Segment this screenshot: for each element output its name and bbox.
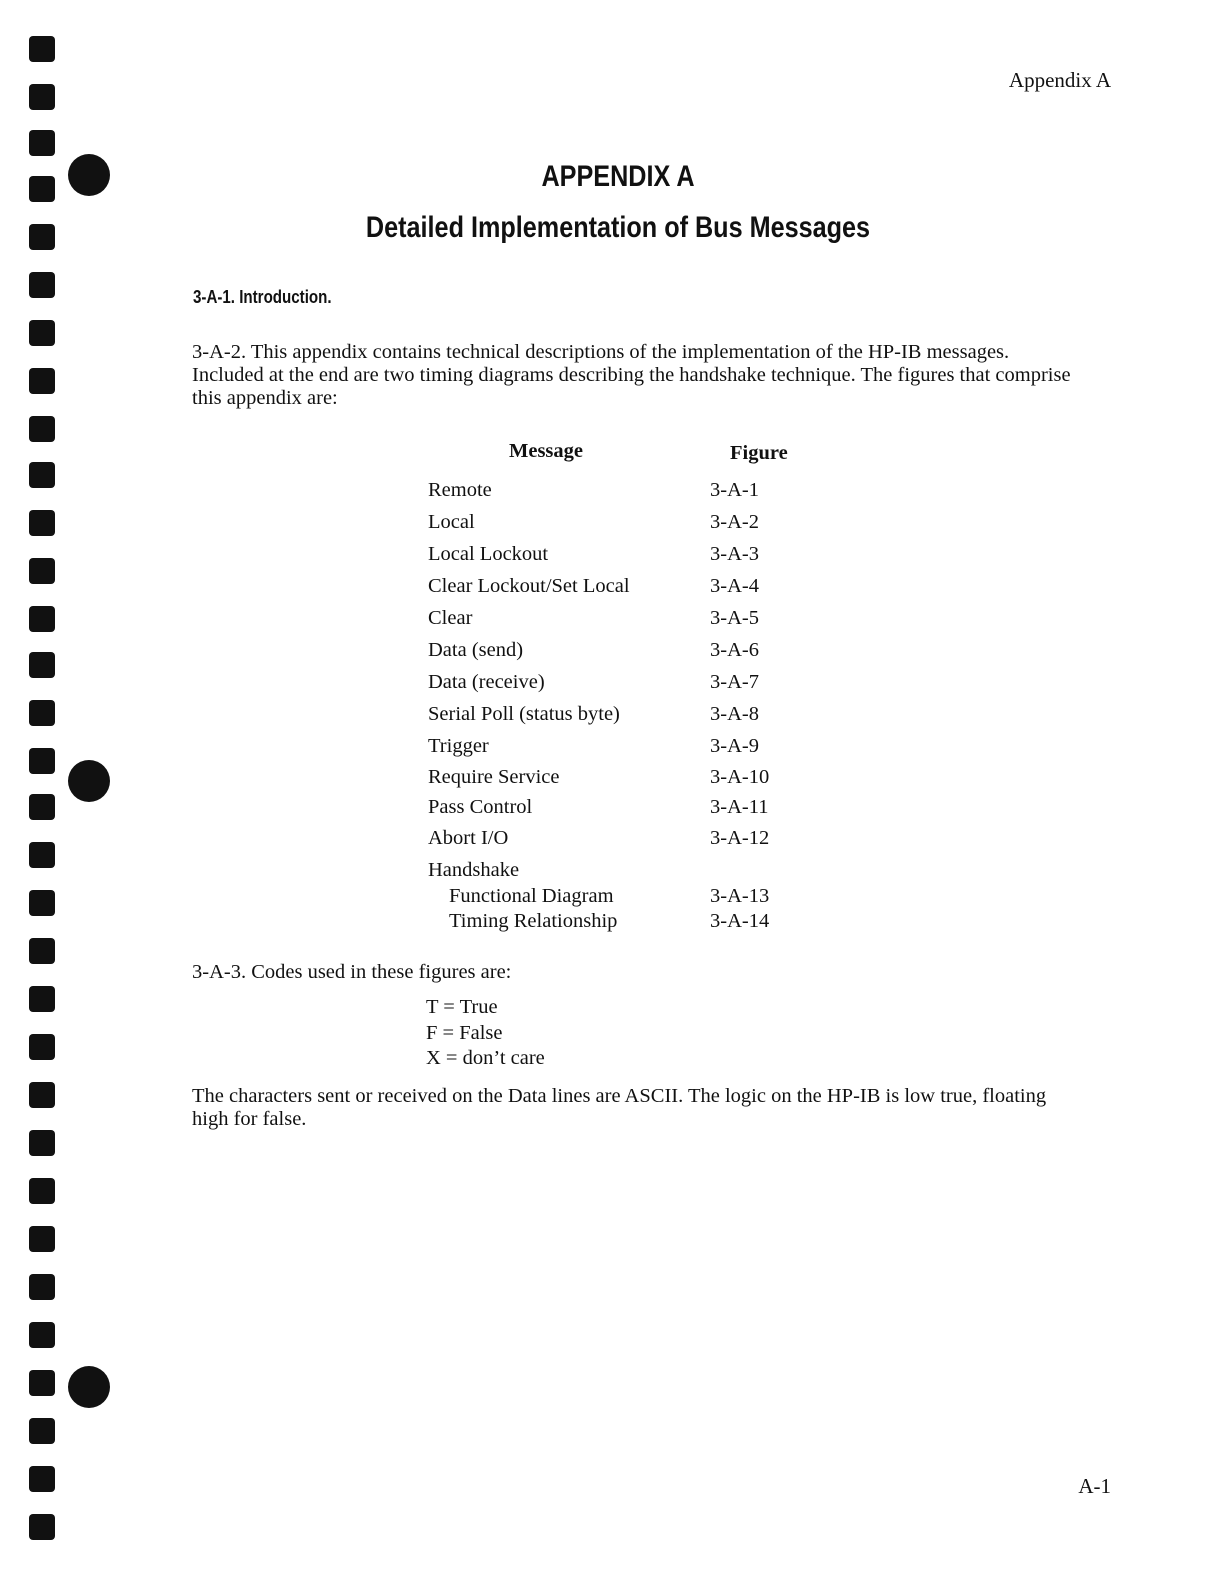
binder-square xyxy=(29,1082,55,1108)
intro-paragraph: 3-A-2. This appendix contains technical descriptions of the implementation of the HP-IB messages. Included at the end are two timing diagrams describing the handshake technique. The figures that comprise this appendix are: xyxy=(192,341,1071,409)
ascii-paragraph: The characters sent or received on the Data lines are ASCII. The logic on the HP-IB is low true, floating high for false. xyxy=(192,1085,1047,1130)
message-cell: Clear xyxy=(428,607,473,629)
table-row xyxy=(428,671,848,697)
message-cell: Pass Control xyxy=(428,796,533,818)
binder-square xyxy=(29,176,55,202)
table-row xyxy=(428,639,848,665)
table-row xyxy=(428,910,848,936)
table-row xyxy=(428,479,848,505)
column-header-message: Message xyxy=(509,440,584,462)
message-cell: Serial Poll (status byte) xyxy=(428,703,620,725)
binder-square xyxy=(29,1418,55,1444)
table-row xyxy=(428,511,848,537)
codes-paragraph: 3-A-3. Codes used in these figures are: xyxy=(192,961,512,983)
code-false: F = False xyxy=(426,1021,503,1044)
page-title: APPENDIX A xyxy=(541,160,695,193)
figure-cell: 3-A-5 xyxy=(710,607,759,629)
table-row xyxy=(428,703,848,729)
figure-cell: 3-A-12 xyxy=(710,827,770,849)
binder-square xyxy=(29,1130,55,1156)
binder-square xyxy=(29,748,55,774)
figure-cell: 3-A-9 xyxy=(710,735,759,757)
message-cell: Timing Relationship xyxy=(449,910,618,932)
page-subtitle: Detailed Implementation of Bus Messages xyxy=(365,211,871,244)
binder-square xyxy=(29,652,55,678)
table-row xyxy=(428,575,848,601)
table-row xyxy=(428,827,848,853)
figure-cell: 3-A-3 xyxy=(710,543,759,565)
figure-cell: 3-A-10 xyxy=(710,766,770,788)
table-row xyxy=(428,885,848,911)
binder-square xyxy=(29,1466,55,1492)
code-true: T = True xyxy=(426,996,498,1018)
message-cell: Clear Lockout/Set Local xyxy=(428,575,630,597)
message-cell: Trigger xyxy=(428,735,489,757)
binder-square xyxy=(29,794,55,820)
table-row xyxy=(428,735,848,761)
message-cell: Remote xyxy=(428,479,492,501)
message-cell: Data (receive) xyxy=(428,671,545,693)
binder-square xyxy=(29,416,55,442)
binder-square xyxy=(29,890,55,916)
binder-square xyxy=(29,700,55,726)
binder-square xyxy=(29,1514,55,1540)
figure-cell: 3-A-6 xyxy=(710,639,759,661)
figure-cell: 3-A-2 xyxy=(710,511,759,533)
figure-cell: 3-A-7 xyxy=(710,671,759,693)
binder-square xyxy=(29,842,55,868)
section-heading: 3-A-1. Introduction. xyxy=(193,287,332,307)
figure-cell: 3-A-1 xyxy=(710,479,759,501)
figure-cell: 3-A-4 xyxy=(710,575,759,597)
table-row xyxy=(428,607,848,633)
message-cell: Abort I/O xyxy=(428,827,509,849)
message-cell: Require Service xyxy=(428,766,560,788)
binder-square xyxy=(29,1226,55,1252)
binder-square xyxy=(29,1274,55,1300)
message-cell: Data (send) xyxy=(428,639,524,661)
binder-square xyxy=(29,84,55,110)
binder-square xyxy=(29,368,55,394)
message-cell: Functional Diagram xyxy=(449,885,614,907)
code-dont-care: X = don’t care xyxy=(426,1047,545,1069)
table-row xyxy=(428,796,848,822)
table-row xyxy=(428,543,848,569)
table-row xyxy=(428,766,848,792)
punch-hole xyxy=(68,760,110,802)
binder-square xyxy=(29,272,55,298)
table-row xyxy=(428,859,848,885)
binder-square xyxy=(29,462,55,488)
binder-square xyxy=(29,224,55,250)
binder-square xyxy=(29,1034,55,1060)
binder-square xyxy=(29,320,55,346)
figure-cell: 3-A-14 xyxy=(710,910,770,932)
binder-square xyxy=(29,1322,55,1348)
punch-hole xyxy=(68,1366,110,1408)
message-cell: Local Lockout xyxy=(428,543,549,565)
binder-square xyxy=(29,36,55,62)
binder-square xyxy=(29,938,55,964)
running-head: Appendix A xyxy=(1008,68,1111,92)
codes-list xyxy=(426,995,545,1072)
figure-cell: 3-A-11 xyxy=(710,796,769,818)
figure-cell: 3-A-8 xyxy=(710,703,759,725)
binder-square xyxy=(29,1370,55,1396)
binder-square xyxy=(29,130,55,156)
message-cell: Local xyxy=(428,511,475,533)
binder-square xyxy=(29,1178,55,1204)
figure-cell: 3-A-13 xyxy=(710,885,770,907)
binder-square xyxy=(29,986,55,1012)
binder-square xyxy=(29,510,55,536)
binder-square xyxy=(29,606,55,632)
column-header-figure: Figure xyxy=(730,442,788,464)
page-number: A-1 xyxy=(1078,1474,1111,1498)
binder-square xyxy=(29,558,55,584)
message-cell: Handshake xyxy=(428,859,520,881)
